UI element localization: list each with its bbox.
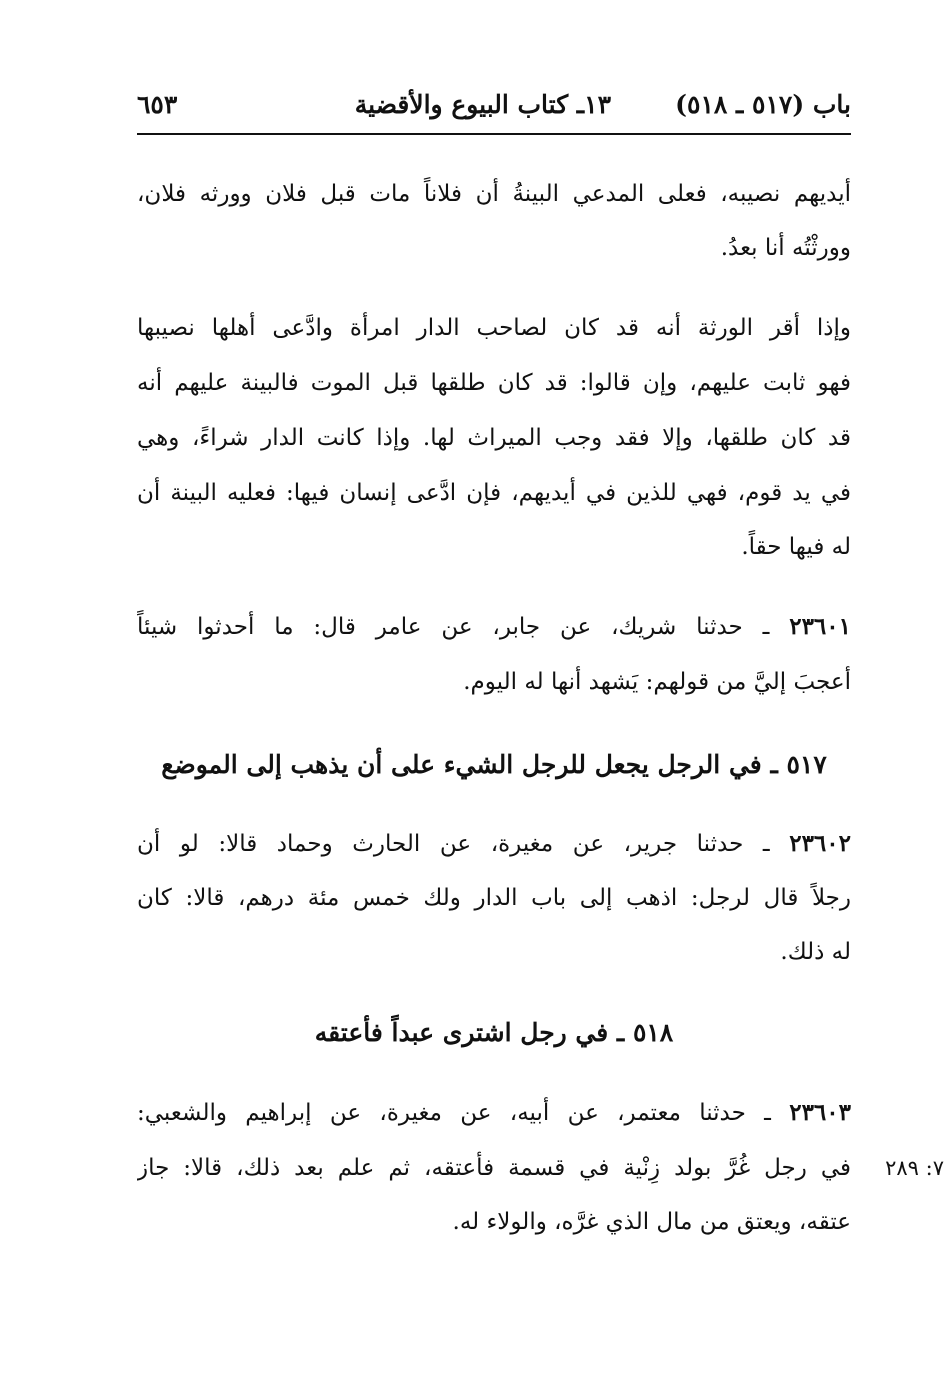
text-line: أيديهم نصيبه، فعلى المدعي البينةُ أن فلاناً مات قبل فلان وورثه فلان،: [137, 181, 851, 207]
hadith-line: [137, 605, 851, 649]
text-span: وإذا أقر الورثة أنه قد كان لصاحب الدار امرأة وادَّعى أهلها نصيبها: [137, 315, 851, 341]
hadith-line: أعجبَ إليَّ من قولهم: يَشهد أنها له اليوم.: [463, 669, 851, 695]
text-line: قد كان طلقها، وإلا فقد وجب الميراث لها. وإذا كانت الدار شراءً، وهي: [137, 425, 851, 451]
text-line: وورثْتُه أنا بعدُ.: [720, 235, 851, 261]
text-line: في يد قوم، فهي للذين في أيديهم، فإن ادَّعى إنسان فيها: فعليه البينة أن: [137, 480, 851, 506]
hadith-text: ـ حدثنا معتمر، عن أبيه، عن مغيرة، عن إبراهيم والشعبي:: [137, 1100, 790, 1126]
header-book-title: ١٣ـ كتاب البيوع والأقضية: [354, 90, 611, 119]
hadith-number: ٢٣٦٠١: [789, 613, 851, 640]
page-number: ٦٥٣: [137, 90, 178, 119]
section-heading: ٥١٧ ـ في الرجل يجعل للرجل الشيء على أن يذهب إلى الموضع: [161, 750, 827, 779]
text-line: فهو ثابت عليهم، وإن قالوا: قد كان طلقها قبل الموت فالبينة عليهم أنه: [137, 370, 851, 396]
section-heading: ٥١٨ ـ في رجل اشترى عبداً فأعتقه: [314, 1018, 674, 1047]
hadith-text: ـ حدثنا جرير، عن مغيرة، عن الحارث وحماد قالا: لو أن: [137, 831, 790, 857]
hadith-text: ـ حدثنا شريك، عن جابر، عن عامر قال: ما أحدثوا شيئاً: [137, 614, 790, 640]
hadith-number: ٢٣٦٠٢: [789, 830, 851, 857]
hadith-line: [137, 822, 851, 866]
hadith-line: رجلاً قال لرجل: اذهب إلى باب الدار ولك خمس مئة درهم، قالا: كان: [137, 885, 851, 911]
hadith-number: ٢٣٦٠٣: [789, 1099, 851, 1126]
text-line: [137, 306, 851, 350]
hadith-line: عتقه، ويعتق من مال الذي غرَّه، والولاء له.: [452, 1209, 851, 1235]
header-divider: [137, 133, 851, 135]
margin-reference: ٧: ٢٨٩: [885, 1156, 944, 1180]
hadith-line: في رجل غُرَّ بولد زِنْية في قسمة فأعتقه، ثم علم بعد ذلك، قالا: جاز: [137, 1155, 851, 1181]
hadith-line: له ذلك.: [780, 939, 851, 965]
header-chapter-range: باب (٥١٧ ـ ٥١٨): [675, 90, 851, 119]
hadith-line: [137, 1091, 851, 1135]
running-header: [137, 86, 851, 126]
text-line: له فيها حقاً.: [741, 534, 851, 560]
